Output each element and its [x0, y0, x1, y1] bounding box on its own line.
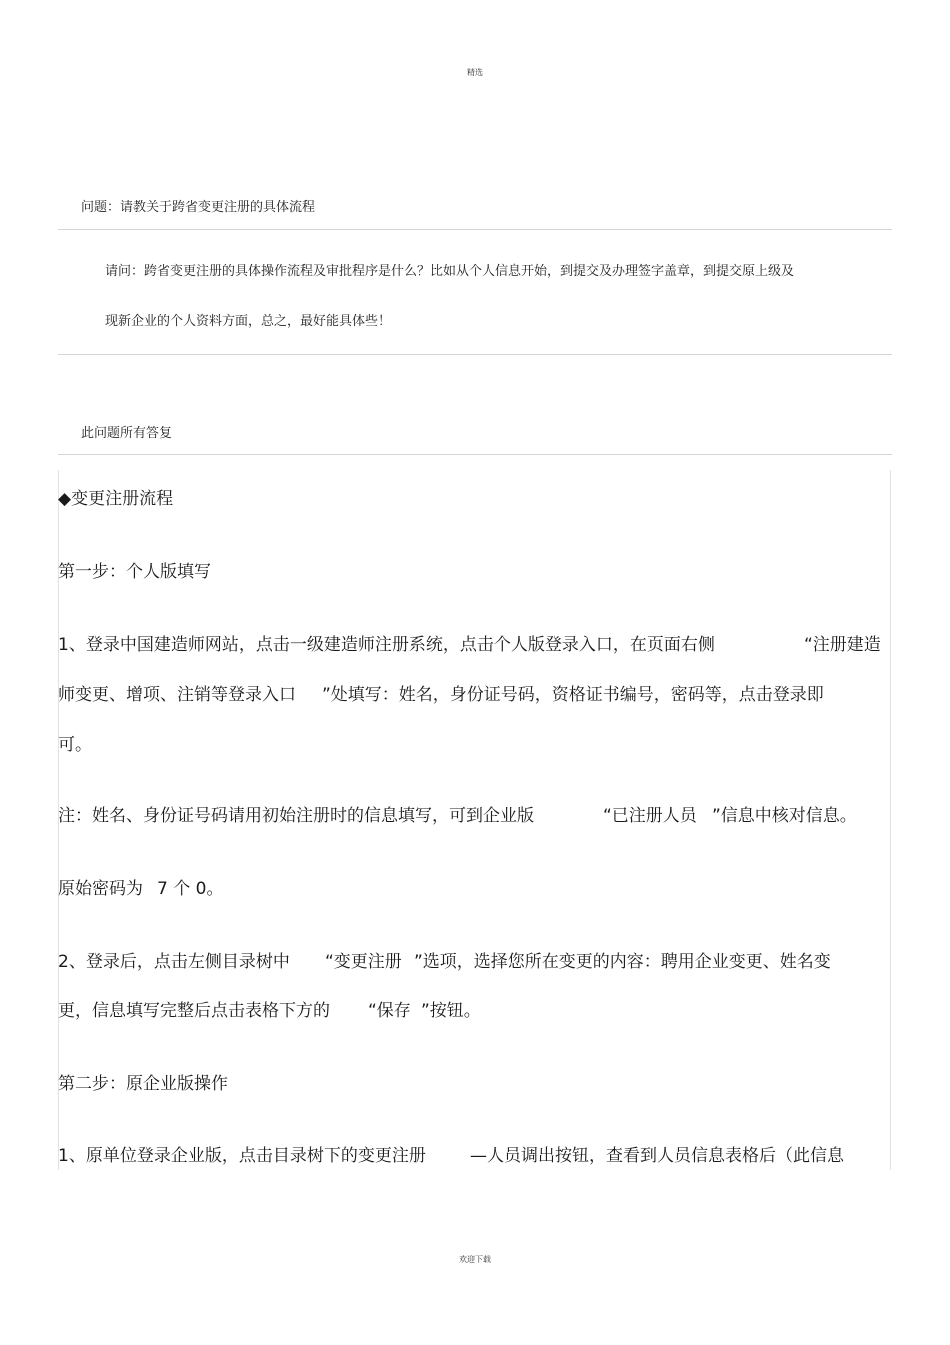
step-1-title: 第一步：个人版填写	[58, 562, 211, 582]
note-line-b: “已注册人员	[603, 806, 697, 826]
note-line-a: 注：姓名、身份证号码请用初始注册时的信息填写，可到企业版	[58, 806, 534, 826]
section-heading: ◆变更注册流程	[58, 489, 174, 509]
note-line-c: ”信息中核对信息。	[712, 806, 857, 826]
header-watermark: 精选	[467, 68, 483, 77]
paragraph-1-line-1a: 1、登录中国建造师网站，点击一级建造师注册系统，点击个人版登录入口，在页面右侧	[58, 635, 715, 655]
divider-replies	[58, 454, 892, 455]
question-body-line-1: 请问：跨省变更注册的具体操作流程及审批程序是什么？比如从个人信息开始，到提交及办理签字盖章，到提交原上级及	[105, 264, 795, 279]
paragraph-2-line-1b: “变更注册	[325, 952, 402, 972]
paragraph-1-line-2a: 师变更、增项、注销等登录入口	[58, 685, 296, 705]
footer-watermark: 欢迎下载	[459, 1255, 491, 1264]
paragraph-2-line-2a: 更，信息填写完整后点击表格下方的	[58, 1001, 330, 1021]
question-body-line-2: 现新企业的个人资料方面，总之，最好能具体些！	[105, 314, 392, 329]
divider-middle	[58, 354, 892, 355]
step-2-title: 第二步：原企业版操作	[58, 1074, 228, 1094]
question-title: 问题：请教关于跨省变更注册的具体流程	[81, 200, 316, 215]
password-line-b: 7 个 0。	[157, 879, 224, 899]
paragraph-1-line-1b: “注册建造	[804, 635, 881, 655]
paragraph-2-line-2b: “保存	[368, 1001, 411, 1021]
paragraph-2-line-2c: ”按钮。	[421, 1001, 481, 1021]
paragraph-3-line-1b: —人员调出按钮，查看到人员信息表格后（此信息	[470, 1146, 844, 1166]
paragraph-1-line-2b: ”处填写：姓名，身份证号码，资格证书编号，密码等，点击登录即	[322, 685, 824, 705]
replies-label: 此问题所有答复	[81, 426, 173, 441]
divider-top	[58, 229, 892, 230]
paragraph-2-line-1c: ”选项，选择您所在变更的内容：聘用企业变更、姓名变	[414, 952, 831, 972]
paragraph-1-line-3: 可。	[58, 735, 92, 755]
paragraph-3-line-1a: 1、原单位登录企业版，点击目录树下的变更注册	[58, 1146, 426, 1166]
paragraph-2-line-1a: 2、登录后，点击左侧目录树中	[58, 952, 290, 972]
password-line-a: 原始密码为	[58, 879, 143, 899]
content-border-right	[890, 470, 891, 1170]
